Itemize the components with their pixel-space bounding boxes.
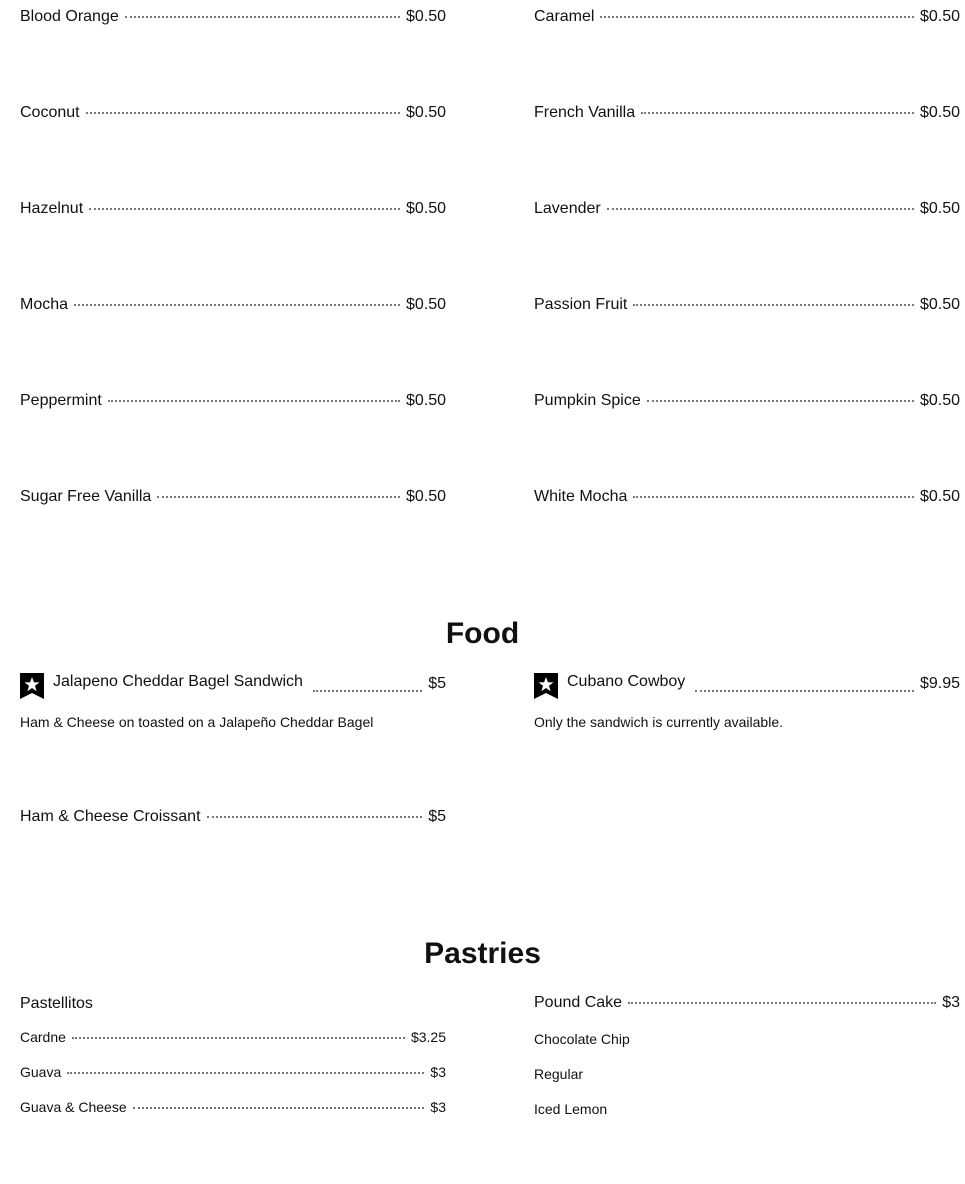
menu-item[interactable]: [20, 200, 446, 222]
option-name: Guava & Cheese: [20, 1099, 127, 1115]
dot-leader: [108, 400, 400, 402]
menu-item[interactable]: [20, 296, 446, 318]
item-name: French Vanilla: [534, 104, 636, 121]
item-name: Pound Cake: [534, 994, 623, 1011]
dot-leader: [628, 1002, 936, 1004]
option-price: $3.25: [410, 1029, 446, 1045]
dot-leader: [157, 496, 400, 498]
menu-item[interactable]: [534, 296, 960, 318]
dot-leader: [633, 304, 914, 306]
item-name: Caramel: [534, 8, 595, 25]
dot-leader: [313, 690, 422, 692]
dot-leader: [67, 1072, 424, 1074]
menu-item[interactable]: [534, 104, 960, 126]
dot-leader: [607, 208, 914, 210]
dot-leader: [641, 112, 914, 114]
item-price: $0.50: [405, 296, 446, 313]
item-price: $0.50: [405, 488, 446, 505]
menu-item[interactable]: [534, 8, 960, 30]
menu-item[interactable]: [534, 994, 960, 1016]
menu-item[interactable]: [20, 8, 446, 30]
menu-item[interactable]: [20, 392, 446, 414]
section-title-pastries: Pastries: [424, 937, 541, 970]
item-price: $0.50: [919, 392, 960, 409]
item-name: Hazelnut: [20, 200, 84, 217]
item-price: $5: [428, 808, 446, 825]
item-name: Pumpkin Spice: [534, 392, 641, 409]
option-price: $3: [430, 1099, 446, 1115]
item-price: $0.50: [405, 104, 446, 121]
dot-leader: [74, 304, 400, 306]
dot-leader: [125, 16, 400, 18]
menu-item-featured[interactable]: [534, 673, 960, 699]
item-price: $0.50: [919, 200, 960, 217]
option-name: Cardne: [20, 1029, 66, 1045]
menu-item[interactable]: [534, 392, 960, 414]
item-price: $0.50: [919, 8, 960, 25]
menu-item[interactable]: [20, 104, 446, 126]
dot-leader: [86, 112, 400, 114]
item-price: $0.50: [405, 200, 446, 217]
item-description: Ham & Cheese on toasted on a Jalapeño Cheddar Bagel: [20, 714, 374, 730]
dot-leader: [133, 1107, 425, 1109]
item-price: $0.50: [919, 296, 960, 313]
item-description: Only the sandwich is currently available.: [534, 714, 784, 730]
item-name: Peppermint: [20, 392, 102, 409]
item-price: $5: [428, 675, 446, 692]
item-price: $0.50: [405, 8, 446, 25]
menu-item[interactable]: [534, 488, 960, 510]
item-price: $3: [942, 994, 960, 1011]
dot-leader: [72, 1037, 405, 1039]
item-name[interactable]: Pastellitos: [20, 995, 93, 1012]
item-name: Jalapeno Cheddar Bagel Sandwich: [53, 673, 303, 690]
item-price: $0.50: [919, 104, 960, 121]
item-price: $0.50: [919, 488, 960, 505]
menu-item[interactable]: [20, 808, 446, 830]
item-name: Coconut: [20, 104, 80, 121]
menu-item[interactable]: [20, 488, 446, 510]
menu-item[interactable]: [534, 200, 960, 222]
star-badge-icon: [534, 673, 558, 699]
option-row[interactable]: [20, 1064, 446, 1086]
dot-leader: [600, 16, 913, 18]
item-name: Blood Orange: [20, 8, 119, 25]
menu-item-featured[interactable]: [20, 673, 446, 699]
item-name: Cubano Cowboy: [567, 673, 686, 690]
option-name[interactable]: Regular: [534, 1066, 584, 1082]
option-row[interactable]: [20, 1029, 446, 1051]
item-name: Ham & Cheese Croissant: [20, 808, 201, 825]
option-row[interactable]: [20, 1099, 446, 1121]
dot-leader: [647, 400, 914, 402]
item-price: $9.95: [919, 675, 960, 692]
item-price: $0.50: [405, 392, 446, 409]
option-name[interactable]: Iced Lemon: [534, 1101, 608, 1117]
star-badge-icon: [20, 673, 44, 699]
item-name: White Mocha: [534, 488, 628, 505]
option-name[interactable]: Chocolate Chip: [534, 1031, 630, 1047]
dot-leader: [207, 816, 423, 818]
option-price: $3: [430, 1064, 446, 1080]
item-name: Mocha: [20, 296, 69, 313]
dot-leader: [89, 208, 400, 210]
item-name: Lavender: [534, 200, 601, 217]
item-name: Sugar Free Vanilla: [20, 488, 152, 505]
section-title-food: Food: [445, 617, 520, 650]
dot-leader: [695, 690, 914, 692]
option-name: Guava: [20, 1064, 62, 1080]
item-name: Passion Fruit: [534, 296, 628, 313]
dot-leader: [633, 496, 914, 498]
